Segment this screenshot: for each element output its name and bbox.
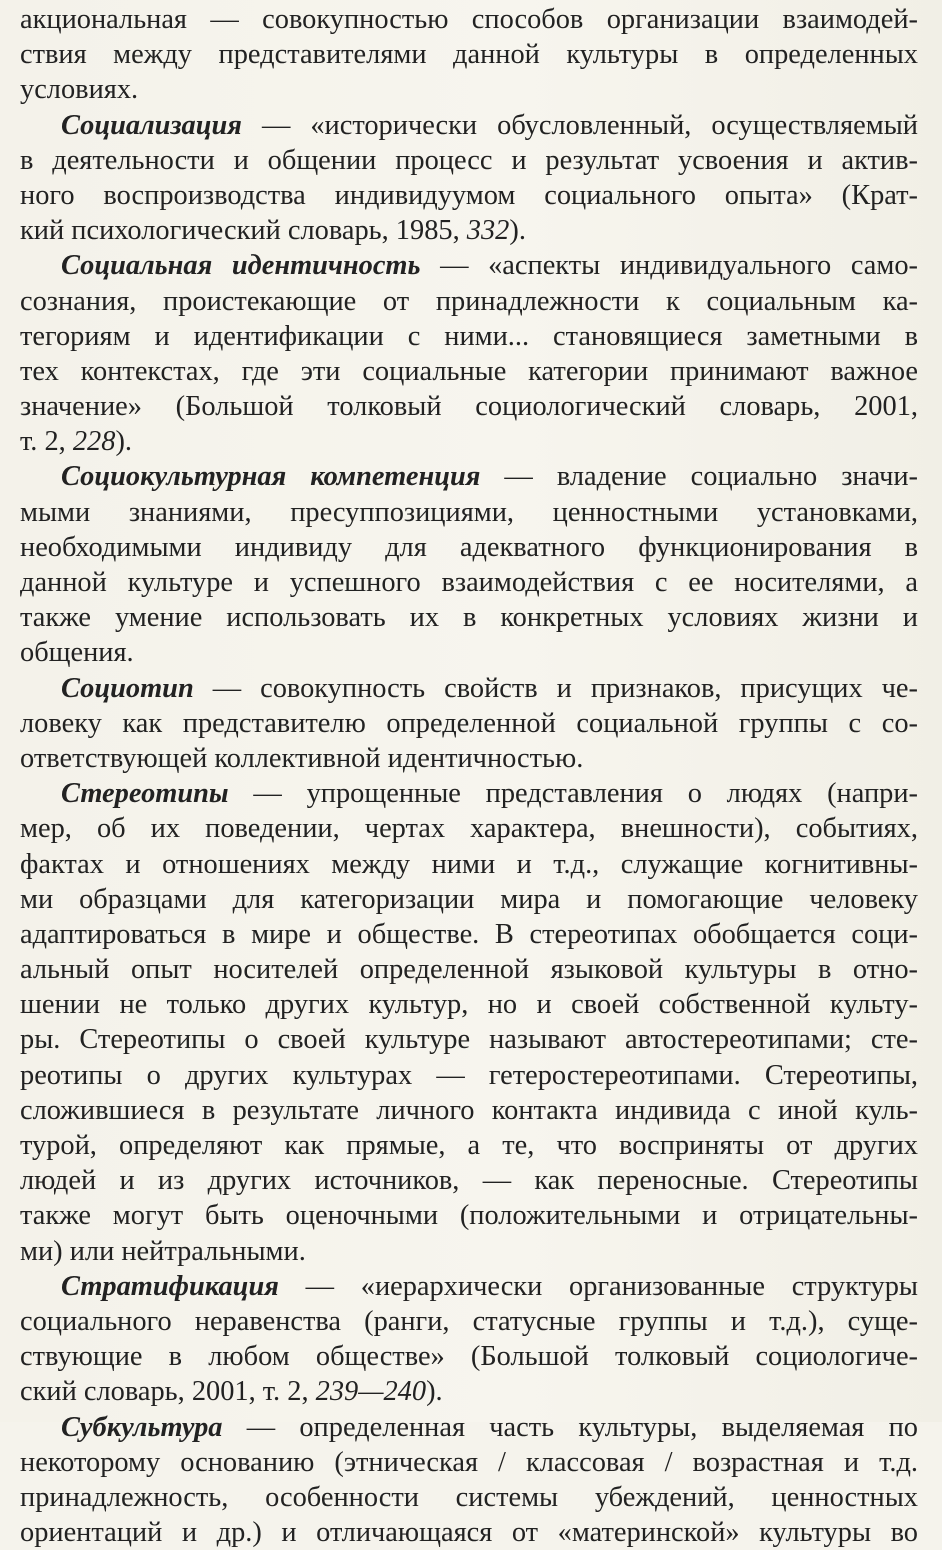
entry-text: альный опыт носителей определенной языковой культуры в отно-	[20, 954, 918, 985]
text-line	[20, 741, 918, 776]
entry-text: акциональная — совокупностью способов организации взаимодей-	[20, 4, 918, 35]
text-line	[20, 1339, 918, 1374]
text-line	[20, 1163, 918, 1198]
text-line	[20, 495, 918, 530]
entry-text: ми) или нейтральными.	[20, 1236, 306, 1267]
entry-text: ориентаций и др.) и отличающаяся от «материнской» культуры во	[20, 1517, 918, 1548]
entry-term: Стереотипы	[61, 778, 229, 809]
entry-text: ).	[426, 1376, 443, 1407]
entry-text: в деятельности и общении процесс и результат усвоения и актив-	[20, 145, 918, 176]
entry-text: принадлежность, особенности системы убеждений, ценностных	[20, 1482, 918, 1513]
entry-text: — «исторически обусловленный, осуществляемый	[242, 110, 918, 141]
entry-text: ствующие в любом обществе» (Большой толковый социологиче-	[20, 1341, 918, 1372]
entry-text: значение» (Большой толковый социологический словарь, 2001,	[20, 391, 918, 422]
dictionary-entry	[20, 1410, 918, 1550]
entry-text: — «иерархически организованные структуры	[279, 1271, 918, 1302]
entry-text: сознания, проистекающие от принадлежности к социальным ка-	[20, 286, 918, 317]
text-line	[20, 917, 918, 952]
entry-text: тех контекстах, где эти социальные категории принимают важное	[20, 356, 918, 387]
entry-text: шении не только других культур, но и своей собственной культу-	[20, 989, 918, 1020]
entry-text: мыми знаниями, пресуппозициями, ценностными установками,	[20, 497, 918, 528]
entry-term: Социотип	[61, 673, 194, 704]
dictionary-entry	[20, 459, 918, 670]
entry-text: некоторому основанию (этническая / классовая / возрастная и т.д.	[20, 1447, 918, 1478]
text-line	[20, 600, 918, 635]
entry-text: данной культуре и успешного взаимодействия с ее носителями, а	[20, 567, 918, 598]
entry-term: Стратификация	[61, 1271, 279, 1302]
dictionary-entry	[20, 1269, 918, 1410]
entry-text: также умение использовать их в конкретных условиях жизни и	[20, 602, 918, 633]
entry-text: условиях.	[20, 74, 138, 105]
entry-text: людей и из других источников, — как переносные. Стереотипы	[20, 1165, 918, 1196]
entry-text: турой, определяют как прямые, а те, что восприняты от других	[20, 1130, 918, 1161]
text-line	[20, 284, 918, 319]
entry-term: Социальная идентичность	[61, 250, 420, 281]
entry-text: кий психологический словарь, 1985,	[20, 215, 467, 246]
entry-text: ский словарь, 2001, т. 2,	[20, 1376, 316, 1407]
entry-text: ного воспроизводства индивидуумом социального опыта» (Крат-	[20, 180, 918, 211]
entry-text: ловеку как представителю определенной социальной группы с со-	[20, 708, 918, 739]
entry-text: также могут быть оценочными (положительными и отрицательны-	[20, 1200, 918, 1231]
text-line	[20, 1480, 918, 1515]
text-line	[20, 530, 918, 565]
text-line	[20, 319, 918, 354]
dictionary-entry	[20, 2, 918, 108]
entry-text: т. 2,	[20, 426, 73, 457]
entry-text: — владение социально значи-	[480, 461, 918, 492]
text-line	[20, 1198, 918, 1233]
entry-text: реотипы о других культурах — гетеростереотипами. Стереотипы,	[20, 1060, 918, 1091]
entry-text: мер, об их поведении, чертах характера, внешности), событиях,	[20, 813, 918, 844]
text-line	[20, 1093, 918, 1128]
text-line	[20, 1445, 918, 1480]
text-line	[20, 37, 918, 72]
text-line	[20, 1374, 918, 1409]
entry-text: тегориям и идентификации с ними... становящиеся заметными в	[20, 321, 918, 352]
entry-text: ).	[509, 215, 526, 246]
text-line	[20, 1515, 918, 1550]
entry-text: ми образцами для категоризации мира и помогающие человеку	[20, 884, 918, 915]
entry-term: Социализация	[61, 110, 242, 141]
entry-text: фактах и отношениях между ними и т.д., служащие когнитивны-	[20, 849, 918, 880]
entry-text: — «аспекты индивидуального само-	[420, 250, 918, 281]
dictionary-entry	[20, 108, 918, 249]
text-line	[20, 178, 918, 213]
entry-text: общения.	[20, 637, 134, 668]
text-line	[20, 2, 918, 37]
text-line	[20, 143, 918, 178]
text-line	[20, 213, 918, 248]
text-line	[20, 1128, 918, 1163]
dictionary-entry	[20, 248, 918, 459]
dictionary-entry	[20, 776, 918, 1269]
text-line	[20, 1304, 918, 1339]
page-reference: 332	[467, 215, 510, 246]
text-line	[20, 671, 918, 706]
entry-text: — совокупность свойств и признаков, присущих че-	[194, 673, 918, 704]
text-line	[20, 424, 918, 459]
dictionary-entry	[20, 671, 918, 777]
text-line	[20, 1058, 918, 1093]
text-line	[20, 1269, 918, 1304]
entry-text: ответствующей коллективной идентичностью.	[20, 743, 583, 774]
text-line	[20, 389, 918, 424]
entry-text: социального неравенства (ранги, статусные группы и т.д.), суще-	[20, 1306, 918, 1337]
entry-term: Социокультурная компетенция	[61, 461, 480, 492]
text-line	[20, 1234, 918, 1269]
text-line	[20, 882, 918, 917]
text-line	[20, 72, 918, 107]
text-line	[20, 987, 918, 1022]
text-line	[20, 635, 918, 670]
entry-text: ).	[115, 426, 132, 457]
text-line	[20, 248, 918, 283]
entry-term: Субкультура	[61, 1412, 222, 1443]
text-line	[20, 1410, 918, 1445]
entry-text: необходимыми индивиду для адекватного функционирования в	[20, 532, 918, 563]
text-line	[20, 565, 918, 600]
entry-text: ствия между представителями данной культуры в определенных	[20, 39, 918, 70]
text-line	[20, 706, 918, 741]
entry-text: — упрощенные представления о людях (напри-	[229, 778, 918, 809]
text-line	[20, 354, 918, 389]
text-line	[20, 847, 918, 882]
text-line	[20, 776, 918, 811]
entry-text: ры. Стереотипы о своей культуре называют автостереотипами; сте-	[20, 1024, 918, 1055]
entry-text: адаптироваться в мире и обществе. В стереотипах обобщается соци-	[20, 919, 918, 950]
text-line	[20, 952, 918, 987]
page-reference: 228	[73, 426, 116, 457]
text-line	[20, 108, 918, 143]
text-line	[20, 811, 918, 846]
page-reference: 239—240	[316, 1376, 426, 1407]
entry-text: — определенная часть культуры, выделяемая по	[222, 1412, 918, 1443]
text-line	[20, 459, 918, 494]
text-line	[20, 1022, 918, 1057]
entry-text: сложившиеся в результате личного контакта индивида с иной куль-	[20, 1095, 918, 1126]
